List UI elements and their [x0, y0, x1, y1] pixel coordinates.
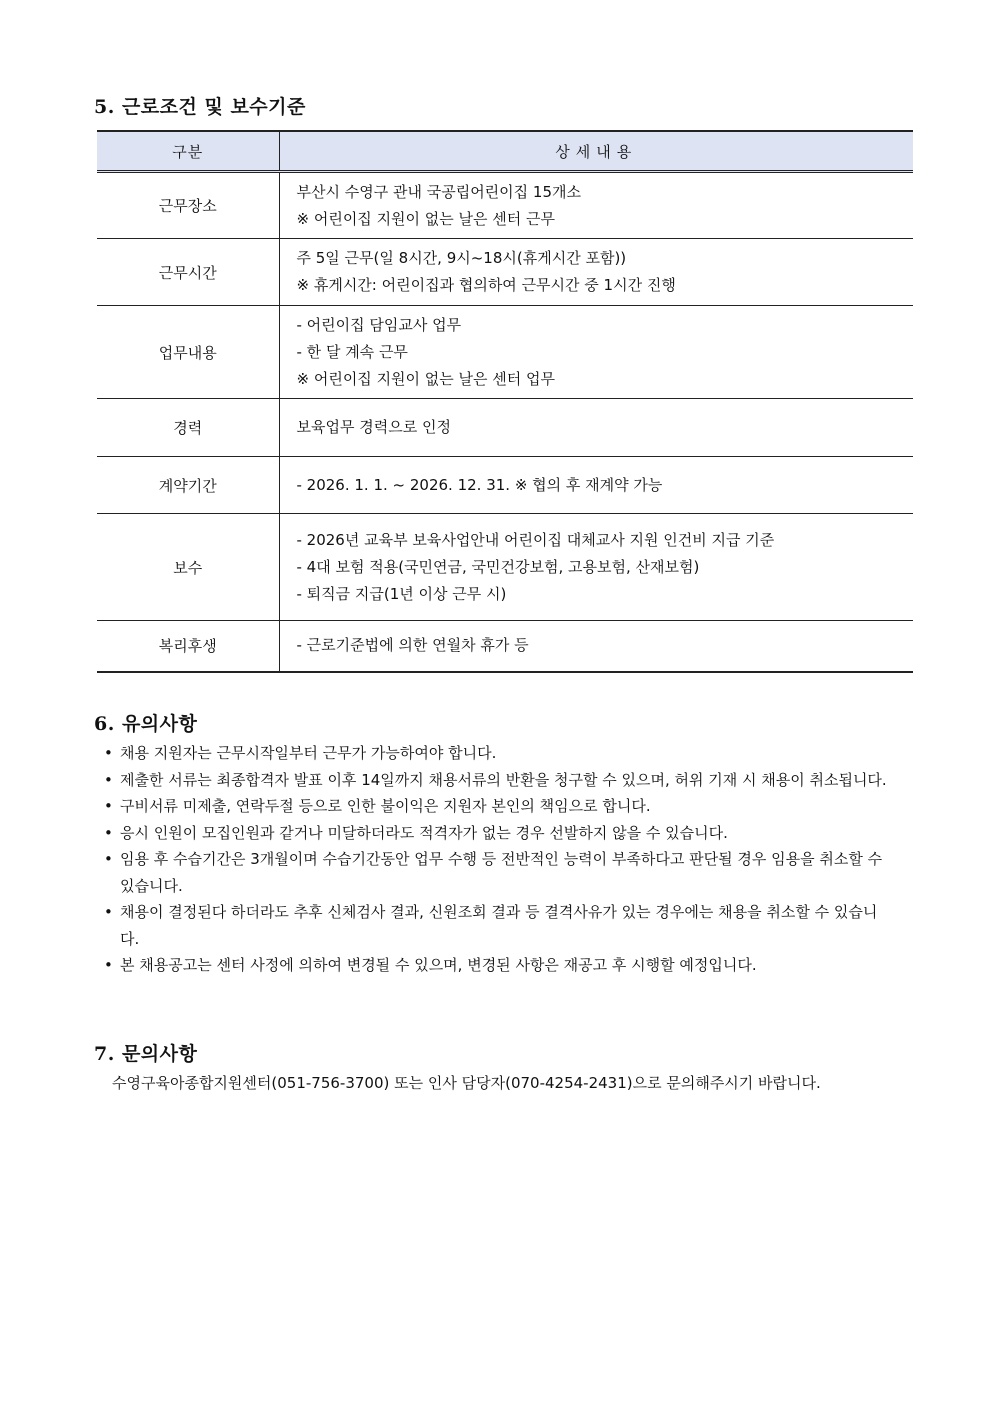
- row-content: [279, 514, 913, 621]
- list-item-text: 채용이 결정된다 하더라도 추후 신체검사 결과, 신원조회 결과 등 결격사유가 있는 경우에는 채용을 취소할 수 있습니다.: [120, 903, 878, 948]
- bullet-icon: •: [104, 956, 113, 974]
- row-content: [279, 172, 913, 239]
- bullet-icon: •: [104, 850, 113, 868]
- list-item: [104, 767, 894, 794]
- list-item: [104, 899, 894, 952]
- row-content: [279, 457, 913, 514]
- list-item: [104, 740, 894, 767]
- bullet-icon: •: [104, 770, 113, 789]
- content-line: - 근로기준법에 의한 연월차 휴가 등: [296, 636, 529, 655]
- bullet-icon: •: [104, 744, 113, 762]
- bullet-icon: •: [104, 823, 113, 842]
- table-row: [97, 399, 913, 457]
- precautions-list: [104, 740, 894, 979]
- table-row: [97, 457, 913, 514]
- content-line: 부산시 수영구 관내 국공립어린이집 15개소: [296, 182, 581, 201]
- list-item: [104, 820, 894, 847]
- bullet-icon: •: [104, 797, 113, 815]
- list-item-text: 제출한 서류는 최종합격자 발표 이후 14일까지 채용서류의 반환을 청구할 수 있으며, 허위 기재 시 채용이 취소됩니다.: [120, 770, 887, 789]
- section-7-title: 7. 문의사항: [94, 1043, 198, 1065]
- row-content: [279, 306, 913, 399]
- list-item: [104, 846, 894, 899]
- row-label: 근무장소: [97, 172, 279, 239]
- contact-text: 수영구육아종합지원센터(051-756-3700) 또는 인사 담당자(070-4254-2431)으로 문의해주시기 바랍니다.: [112, 1074, 821, 1092]
- header-category: 구분: [97, 131, 279, 172]
- table-row: [97, 621, 913, 672]
- row-label: 계약기간: [97, 457, 279, 514]
- list-item-text: 구비서류 미제출, 연락두절 등으로 인한 불이익은 지원자 본인의 책임으로 합니다.: [120, 797, 651, 815]
- table-row: [97, 306, 913, 399]
- row-label: 보수: [97, 514, 279, 621]
- content-line: - 한 달 계속 근무: [296, 342, 408, 361]
- row-label: 근무시간: [97, 239, 279, 306]
- content-line: ※ 어린이집 지원이 없는 날은 센터 업무: [296, 369, 556, 388]
- table-row: [97, 514, 913, 621]
- section-5-title: 5. 근로조건 및 보수기준: [94, 96, 306, 118]
- list-item-text: 본 채용공고는 센터 사정에 의하여 변경될 수 있으며, 변경된 사항은 재공고 후 시행할 예정입니다.: [120, 956, 757, 974]
- list-item-text: 채용 지원자는 근무시작일부터 근무가 가능하여야 합니다.: [120, 744, 497, 762]
- row-content: [279, 621, 913, 672]
- row-content: [279, 399, 913, 457]
- row-label: 복리후생: [97, 621, 279, 672]
- content-line: ※ 어린이집 지원이 없는 날은 센터 근무: [296, 209, 556, 228]
- list-item-text: 응시 인원이 모집인원과 같거나 미달하더라도 적격자가 없는 경우 선발하지 않을 수 있습니다.: [120, 823, 728, 842]
- working-conditions-table: [97, 130, 913, 673]
- content-line: - 2026. 1. 1. ~ 2026. 12. 31. ※ 협의 후 재계약 가능: [296, 475, 663, 494]
- content-line: - 어린이집 담임교사 업무: [296, 315, 462, 334]
- row-label: 경력: [97, 399, 279, 457]
- content-line: 보육업무 경력으로 인정: [296, 418, 451, 436]
- content-line: - 퇴직금 지급(1년 이상 근무 시): [296, 584, 507, 603]
- row-content: [279, 239, 913, 306]
- section-6-title: 6. 유의사항: [94, 713, 198, 735]
- content-line: ※ 휴게시간: 어린이집과 협의하여 근무시간 중 1시간 진행: [296, 276, 676, 294]
- table-row: [97, 239, 913, 306]
- header-details: 상세내용: [279, 131, 913, 172]
- table-header-row: [97, 131, 913, 172]
- content-line: 주 5일 근무(일 8시간, 9시~18시(휴게시간 포함)): [296, 249, 627, 267]
- table-row: [97, 172, 913, 239]
- row-label: 업무내용: [97, 306, 279, 399]
- content-line: - 2026년 교육부 보육사업안내 어린이집 대체교사 지원 인건비 지급 기준: [296, 530, 775, 549]
- content-line: - 4대 보험 적용(국민연금, 국민건강보험, 고용보험, 산재보험): [296, 557, 700, 576]
- list-item: [104, 952, 894, 979]
- bullet-icon: •: [104, 903, 113, 921]
- list-item-text: 임용 후 수습기간은 3개월이며 수습기간동안 업무 수행 등 전반적인 능력이 부족하다고 판단될 경우 임용을 취소할 수 있습니다.: [120, 850, 883, 895]
- list-item: [104, 793, 894, 820]
